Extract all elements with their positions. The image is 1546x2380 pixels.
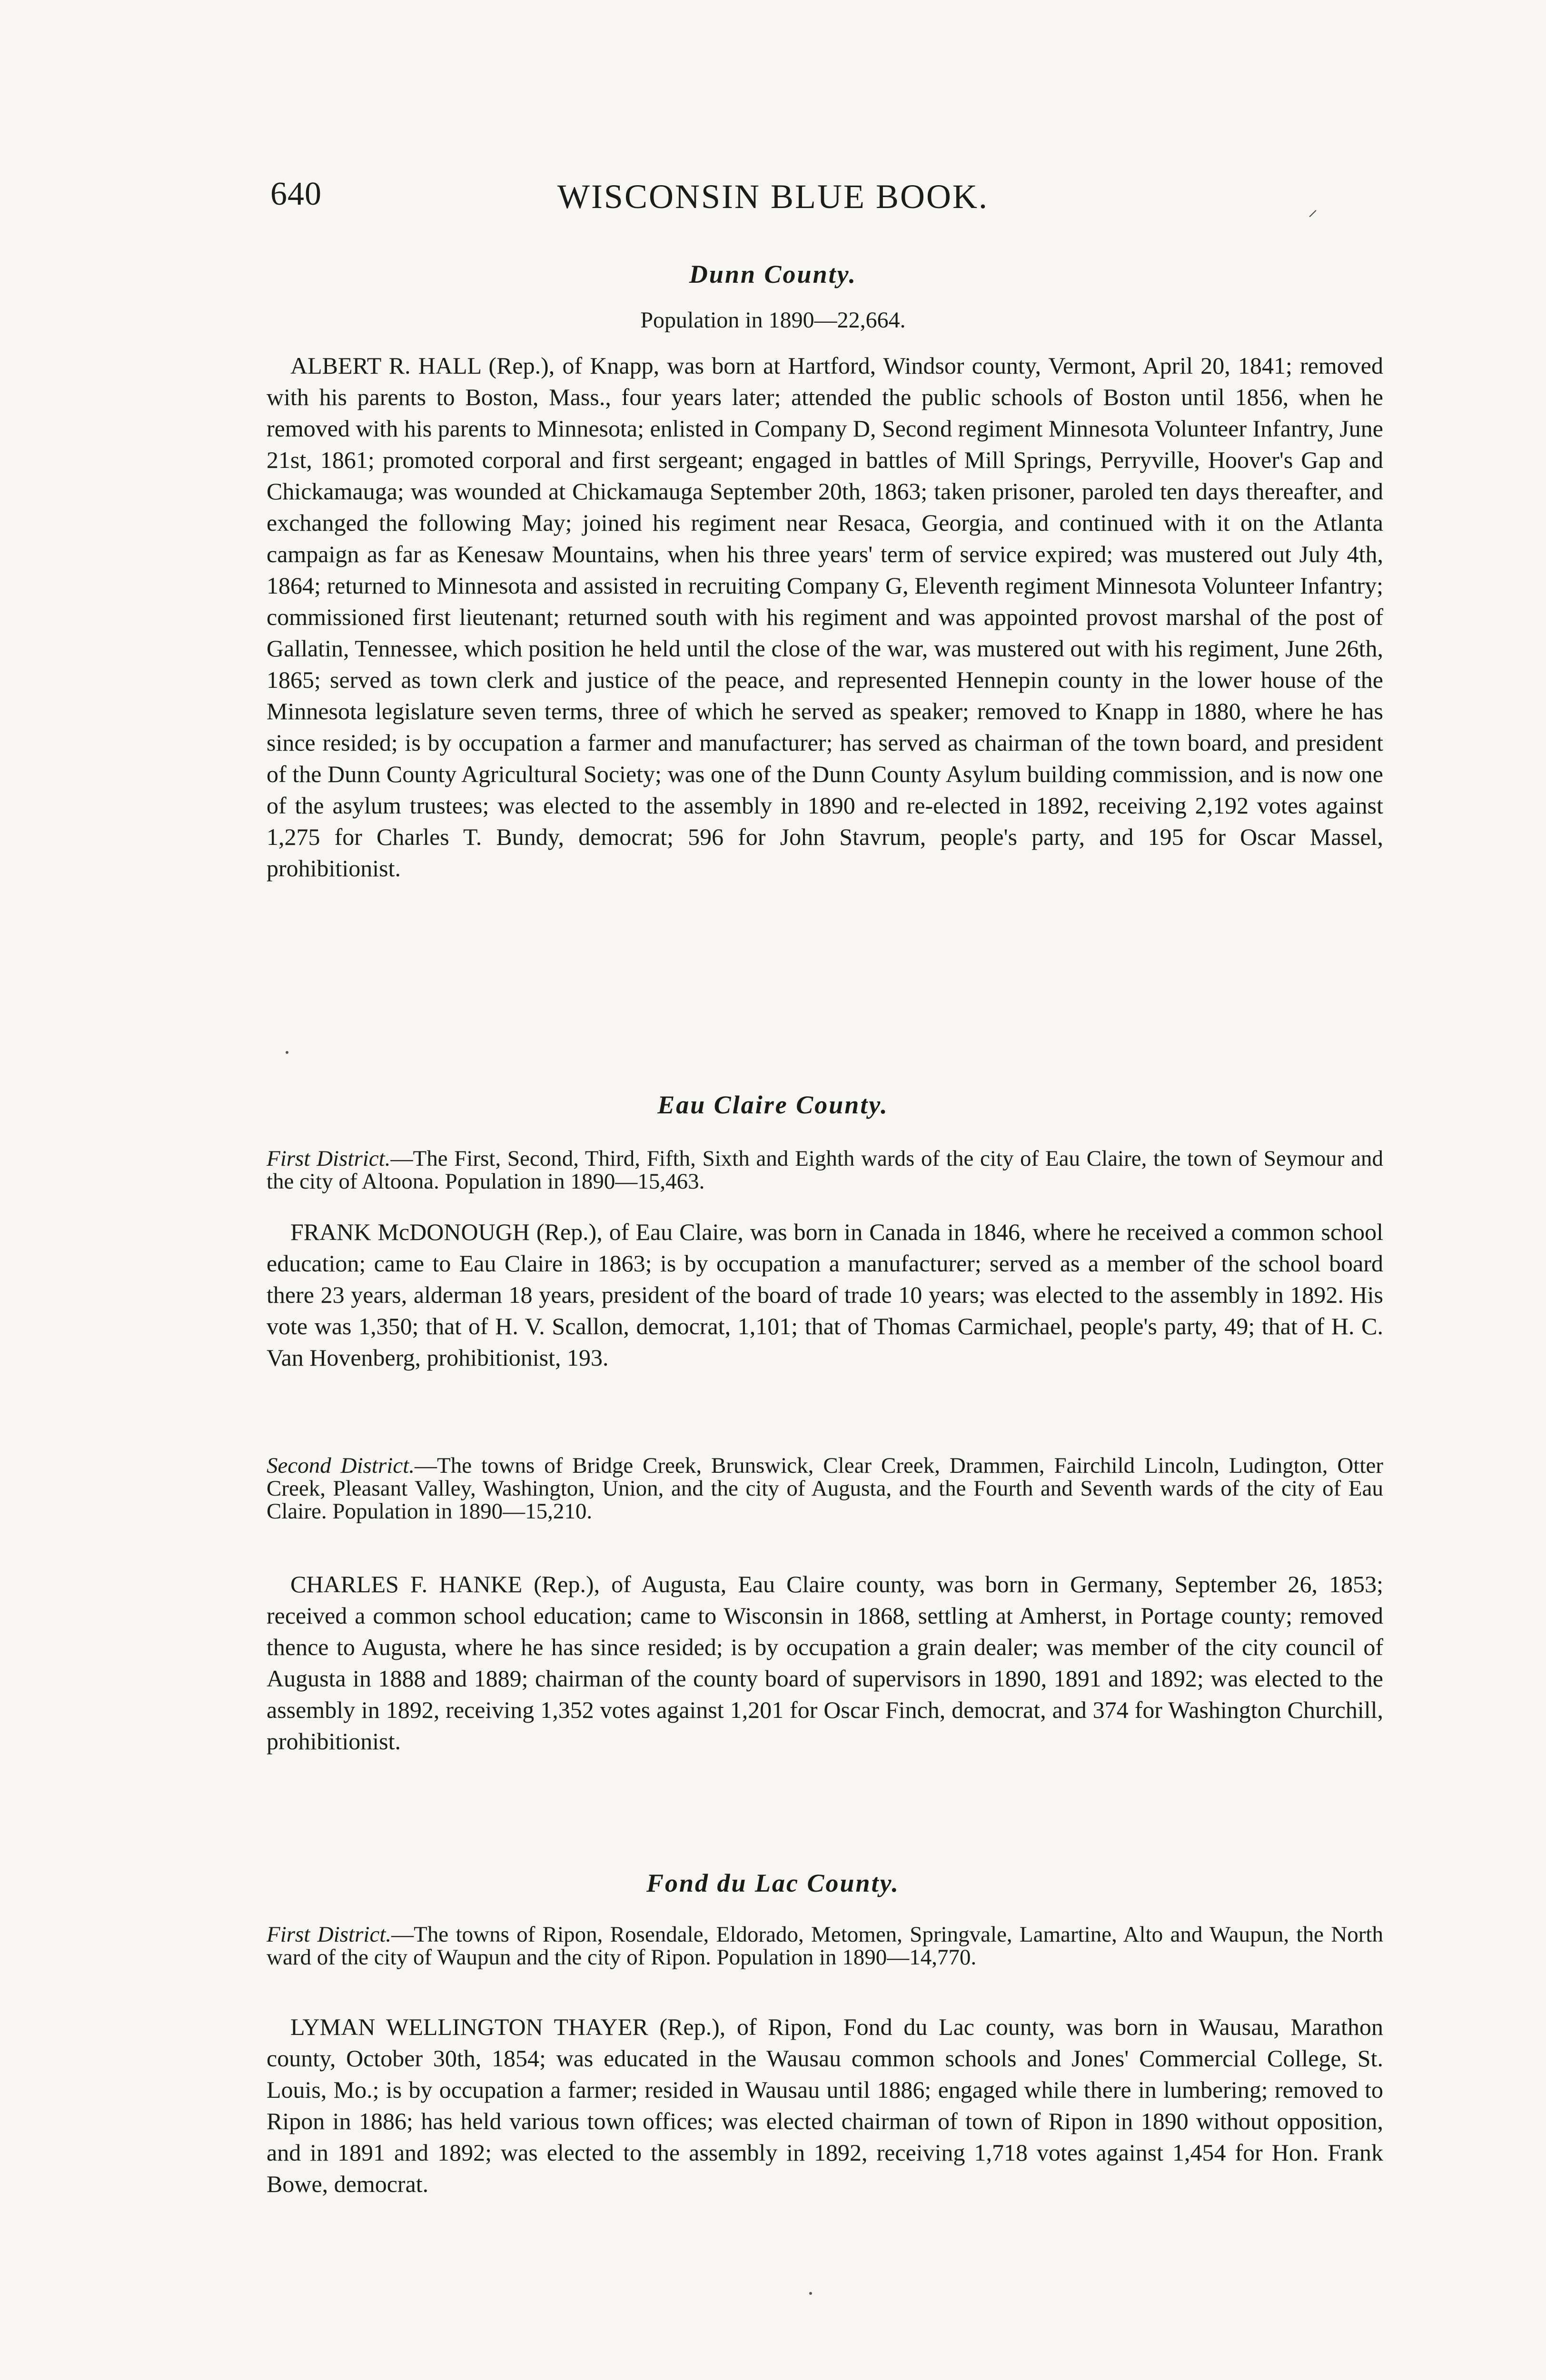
section-heading-dunn-county: Dunn County. bbox=[689, 260, 857, 288]
section-heading-eau-claire-county: Eau Claire County. bbox=[657, 1091, 889, 1119]
biography-charles-hanke: CHARLES F. HANKE (Rep.), of Augusta, Eau Claire county, was born in Germany, September 26, 1853; received a common school education; came to Wisconsin in 1868, settling at Amherst, in Portage county; removed thence to Augusta, where he has since resided; is by occupation a grain dealer; was member of the city council of Augusta in 1888 and 1889; chairman of the county board of supervisors in 1890, 1891 and 1892; was elected to the assembly in 1892, receiving 1,352 votes against 1,201 for Oscar Finch, democrat, and 374 for Washington Churchill, prohibitionist. bbox=[267, 1571, 1383, 1755]
population-line-dunn: Population in 1890—22,664. bbox=[640, 307, 906, 333]
section-heading-fond-du-lac-county: Fond du Lac County. bbox=[646, 1869, 900, 1897]
stray-dot bbox=[809, 2292, 812, 2295]
district-description-eau-claire-first bbox=[267, 1147, 1383, 1193]
biography-lyman-thayer: LYMAN WELLINGTON THAYER (Rep.), of Ripon, Fond du Lac county, was born in Wausau, Marathon county, October 30th, 1854; was educated in the Wausau common schools and Jones' Commercial College, St. Louis, Mo.; is by occupation a farmer; resided in Wausau until 1886; engaged while there in lumbering; removed to Ripon in 1886; has held various town offices; was elected chairman of town of Ripon in 1890 without opposition, and in 1891 and 1892; was elected to the assembly in 1892, receiving 1,718 votes against 1,454 for Hon. Frank Bowe, democrat. bbox=[267, 2013, 1383, 2197]
district-description-fond-du-lac-first bbox=[267, 1923, 1383, 1969]
district-description-eau-claire-second bbox=[267, 1454, 1383, 1523]
district-text: —The towns of Bridge Creek, Brunswick, Clear Creek, Drammen, Fairchild Lincoln, Ludington, Otter Creek, Pleasant Valley, Washington, Union, and the city of Augusta, and the Fourth and Seventh wards of the city of Eau Claire. Population in 1890—15,210. bbox=[267, 1453, 1383, 1524]
stray-mark: ⸝ bbox=[1308, 198, 1318, 220]
district-label: First District. bbox=[267, 1922, 392, 1947]
district-text: —The First, Second, Third, Fifth, Sixth and Eighth wards of the city of Eau Claire, the town of Seymour and the city of Altoona. Population in 1890—15,463. bbox=[267, 1146, 1383, 1194]
district-label: Second District. bbox=[267, 1453, 415, 1478]
stray-dot bbox=[286, 1051, 288, 1054]
page-number: 640 bbox=[270, 176, 322, 212]
district-label: First District. bbox=[267, 1146, 391, 1171]
running-head: WISCONSIN BLUE BOOK. bbox=[557, 178, 989, 216]
biography-frank-mcdonough: FRANK McDONOUGH (Rep.), of Eau Claire, was born in Canada in 1846, where he received a common school education; came to Eau Claire in 1863; is by occupation a manufacturer; served as a member of the school board there 23 years, alderman 18 years, president of the board of trade 10 years; was elected to the assembly in 1892. His vote was 1,350; that of H. V. Scallon, democrat, 1,101; that of Thomas Carmichael, people's party, 49; that of H. C. Van Hovenberg, prohibitionist, 193. bbox=[267, 1219, 1383, 1371]
biography-albert-hall: ALBERT R. HALL (Rep.), of Knapp, was born at Hartford, Windsor county, Vermont, April 20, 1841; removed with his parents to Boston, Mass., four years later; attended the public schools of Boston until 1856, when he removed with his parents to Minnesota; enlisted in Company D, Second regiment Minnesota Volunteer Infantry, June 21st, 1861; promoted corporal and first sergeant; engaged in battles of Mill Springs, Perryville, Hoover's Gap and Chickamauga; was wounded at Chickamauga September 20th, 1863; taken prisoner, paroled ten days thereafter, and exchanged the following May; joined his regiment near Resaca, Georgia, and continued with it on the Atlanta campaign as far as Kenesaw Mountains, when his three years' term of service expired; was mustered out July 4th, 1864; returned to Minnesota and assisted in recruiting Company G, Eleventh regiment Minnesota Volunteer Infantry; commissioned first lieutenant; returned south with his regiment and was appointed provost marshal of the post of Gallatin, Tennessee, which position he held until the close of the war, was mustered out with his regiment, June 26th, 1865; served as town clerk and justice of the peace, and represented Hennepin county in the lower house of the Minnesota legislature seven terms, three of which he served as speaker; removed to Knapp in 1880, where he has since resided; is by occupation a farmer and manufacturer; has served as chairman of the town board, and president of the Dunn County Agricultural Society; was one of the Dunn County Asylum building commission, and is now one of the asylum trustees; was elected to the assembly in 1890 and re-elected in 1892, receiving 2,192 votes against 1,275 for Charles T. Bundy, democrat; 596 for John Stavrum, people's party, and 195 for Oscar Massel, prohibitionist. bbox=[267, 352, 1383, 882]
district-text: —The towns of Ripon, Rosendale, Eldorado, Metomen, Springvale, Lamartine, Alto and Waupun, the North ward of the city of Waupun and the city of Ripon. Population in 1890—14,770. bbox=[267, 1922, 1383, 1970]
